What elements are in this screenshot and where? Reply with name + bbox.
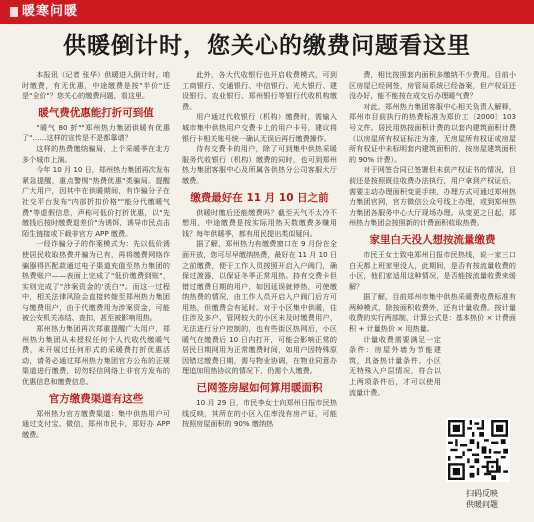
article-column-1 (22, 70, 170, 440)
subheading-deadline: 缴费最好在 11 月 10 日之前 (190, 191, 329, 204)
subheading-official-channels: 官方缴费渠道有这些 (48, 392, 144, 405)
paragraph: 郑州热力集团再次郑重提醒广大用户，郑州热力集团从未授权任何个人代收代缴暖气费，未开展过任何形式的采暖费打折优惠活动，请务必通过郑州热力集团官方公布的正规渠道进行缴费，切勿轻信网络上非官方发布的优惠信息和缴费信息。 (22, 324, 170, 387)
paragraph: 据了解，郑州热力有缴费窗口在 9 月份在全面开放，您可尽早缴纳热费，最好在 11 月 10 日之前缴费，便于工作人员按照开启入户阀门，确保过渡器，以保证冬季正常用热。持有交费卡但错过缴费日期的用户，如因延误就停热，可使缴纳热费的情况，由工作人员开启入户阀门后方可用热，但缴费会有延时。对于小区集中供暖，往往涉及多户、管网较大的小区未及时缴费用户，无法进行分户控制的，也有些街区热网后，小区暖气在缴费后 10 日内打开，可能会影响正常的居民日期网用为正常缴费时间，如用户因特殊原因错过缴费日期，需与物业协调，在物业同意办理追加用热协议的情况下，仍需个人缴费。 (182, 239, 337, 376)
article-column-3 (349, 70, 516, 398)
paragraph: "暖气 80 折""郑州热力集团供暖有优惠了"……这样的宣传是不是都靠谱？ (22, 122, 170, 143)
subheading-discount: 暖气费优惠能打折可到值 (38, 106, 154, 119)
paragraph: 今年 10 月 10 日，郑州热力集团再次发布紧急提醒，重点警惕"热费优惠"类骗局。提醒广大用户，因其中在供暖期间，有诈骗分子在社交平台发布"内部折扣价格""能分代缴暖气费"等虚假信息，声称可低价打折优惠，以"先缴钱后按时缴费退差价"为诱饵，诱导市民点击陌生链接或下载非官方 APP 缴费。 (22, 165, 170, 238)
qr-code-block[interactable] (446, 418, 518, 514)
qr-caption-line-1: 扫码反映 (466, 489, 498, 498)
paragraph: 供暖时缴后还能缴费吗？截至天气不太冷不想用，中途缴费是按实际用热天数缴费多赚用钱？每年供暖季，都有用民提出类似疑问。 (182, 207, 337, 238)
subheading-area: 已网签房屋如何算用暖面积 (196, 382, 323, 395)
paragraph: 对于网签合同已签署但未获产权证书的情况，目前还是按照既往收费办法执行，用户拿到产权证后，需要主动办理面积变更手续，办理方式可通过郑州热力集团官网，官方微信公众号线上办理，或到郑州热力集团各服务中心大厅现场办理。从变更之日起，郑州热力集团会按照新的计费面积收取热费。 (349, 165, 516, 228)
lead-paragraph: 本报讯（记者 张华）供暖进入倒计时，咱时缴费，有无优惠，中途缴费是按"半价"还是"全价"？您关心的缴费问题，看这里。 (22, 70, 170, 101)
page-headline: 供暖倒计时，您关心的缴费问题看这里 (63, 33, 471, 59)
section-tag: 暖寒问暖 (22, 4, 79, 19)
paragraph: 郑州热力官方缴费渠道：集中供热用户可通过支付宝、微信，郑州市民卡，郑好办 APP 缴费。 (22, 408, 170, 439)
paragraph: 用户通过代收银行（机构）缴费时，需输入城市集中供热用户交费卡上的用户卡号，建议将银行卡相关账号统一确认无误后再行缴费操作。 (182, 112, 337, 143)
paragraph: 对此，郑州热力集团客服中心相关负责人解释，郑州市目前执行的热费标准为郑价工〔2000〕103 号文件。居民用热按面积计费的以套内建筑面积计费（以房屋所有权证标注为准，无房屋所有权证或房屋所有权证中未标明套内建筑面积的，按房屋建筑面积的 90% 计费）。 (349, 101, 516, 164)
paragraph: 一经诈骗分子的作案模式为：先以低价诱使居民收取热费并骗为已有，再将缴费网络诈骗器得匹配款通过电子渠道充值至热力集团的热费账户——表面上完成了"低价缴费到账"，实则完成了"涉案资金的'洗白'"。而这一过程中，相关法律风险会直接转嫁至郑州热力集团与缴费用户，由于代缴费用为涉案资金，可能被公安机关冻结、查扣，甚至被影响用热。 (22, 239, 170, 323)
paragraph: 待有交费卡的用户，除了可到集中供热采暖服务代收银行（机构）缴费的同时，也可到郑州热力集团客服中心及所属各供热分公司客服大厅缴费。 (182, 144, 337, 185)
paragraph: 计量收费需要满足一定条件：房屋外墙为节能建筑，具备热计量条件、小区无特殊入户层情况，符合以上两项条件后，才可以使用流量计费。 (349, 334, 441, 397)
section-banner (0, 0, 534, 24)
paragraph: 10 月 29 日，市民李女士向郑州日报市民热线反映，其所在的小区入住率没有房产证，可能按照房屋面积的 90% 缴纳热 (182, 398, 337, 429)
article-column-2 (182, 70, 337, 430)
paragraph: 据了解，目前郑州市集中供热采暖费收费标准有两种模式，除按面积收费外，还有计量收费。按计量收费的实行两部制，计算公式是：基本热价 × 计费面积 + 计量热价 × 用热量。 (349, 292, 516, 334)
paragraph: 此外，各大代收银行也开启收费模式，可到工商银行、交通银行、中信银行、光大银行、建设银行、农业银行、郑州银行等银行代收机构缴费。 (182, 70, 337, 111)
qr-caption (446, 488, 518, 510)
subheading-metered: 家里白天没人想按流量缴费 (369, 233, 496, 246)
paragraph: 这样的热费缴纳骗局，上个采暖季在北方多个城市上演。 (22, 143, 170, 164)
paragraph: 费，相比按照套内面积多缴纳不少费用。目前小区房屋已经网签，房管局系统已经备案，但产权证还没办好，能不能按在成交后办理暖气费？ (349, 70, 516, 101)
paragraph: 市民王女士致电郑州日报市民热线，说一家三口白天都上班家里没人，此期间，是否有按流量收费的小区，他们家适用这种情况，是否能按流量收费来缓解？ (349, 249, 516, 291)
qr-code-icon[interactable] (446, 418, 510, 482)
qr-caption-line-2: 供暖问题 (466, 500, 498, 509)
